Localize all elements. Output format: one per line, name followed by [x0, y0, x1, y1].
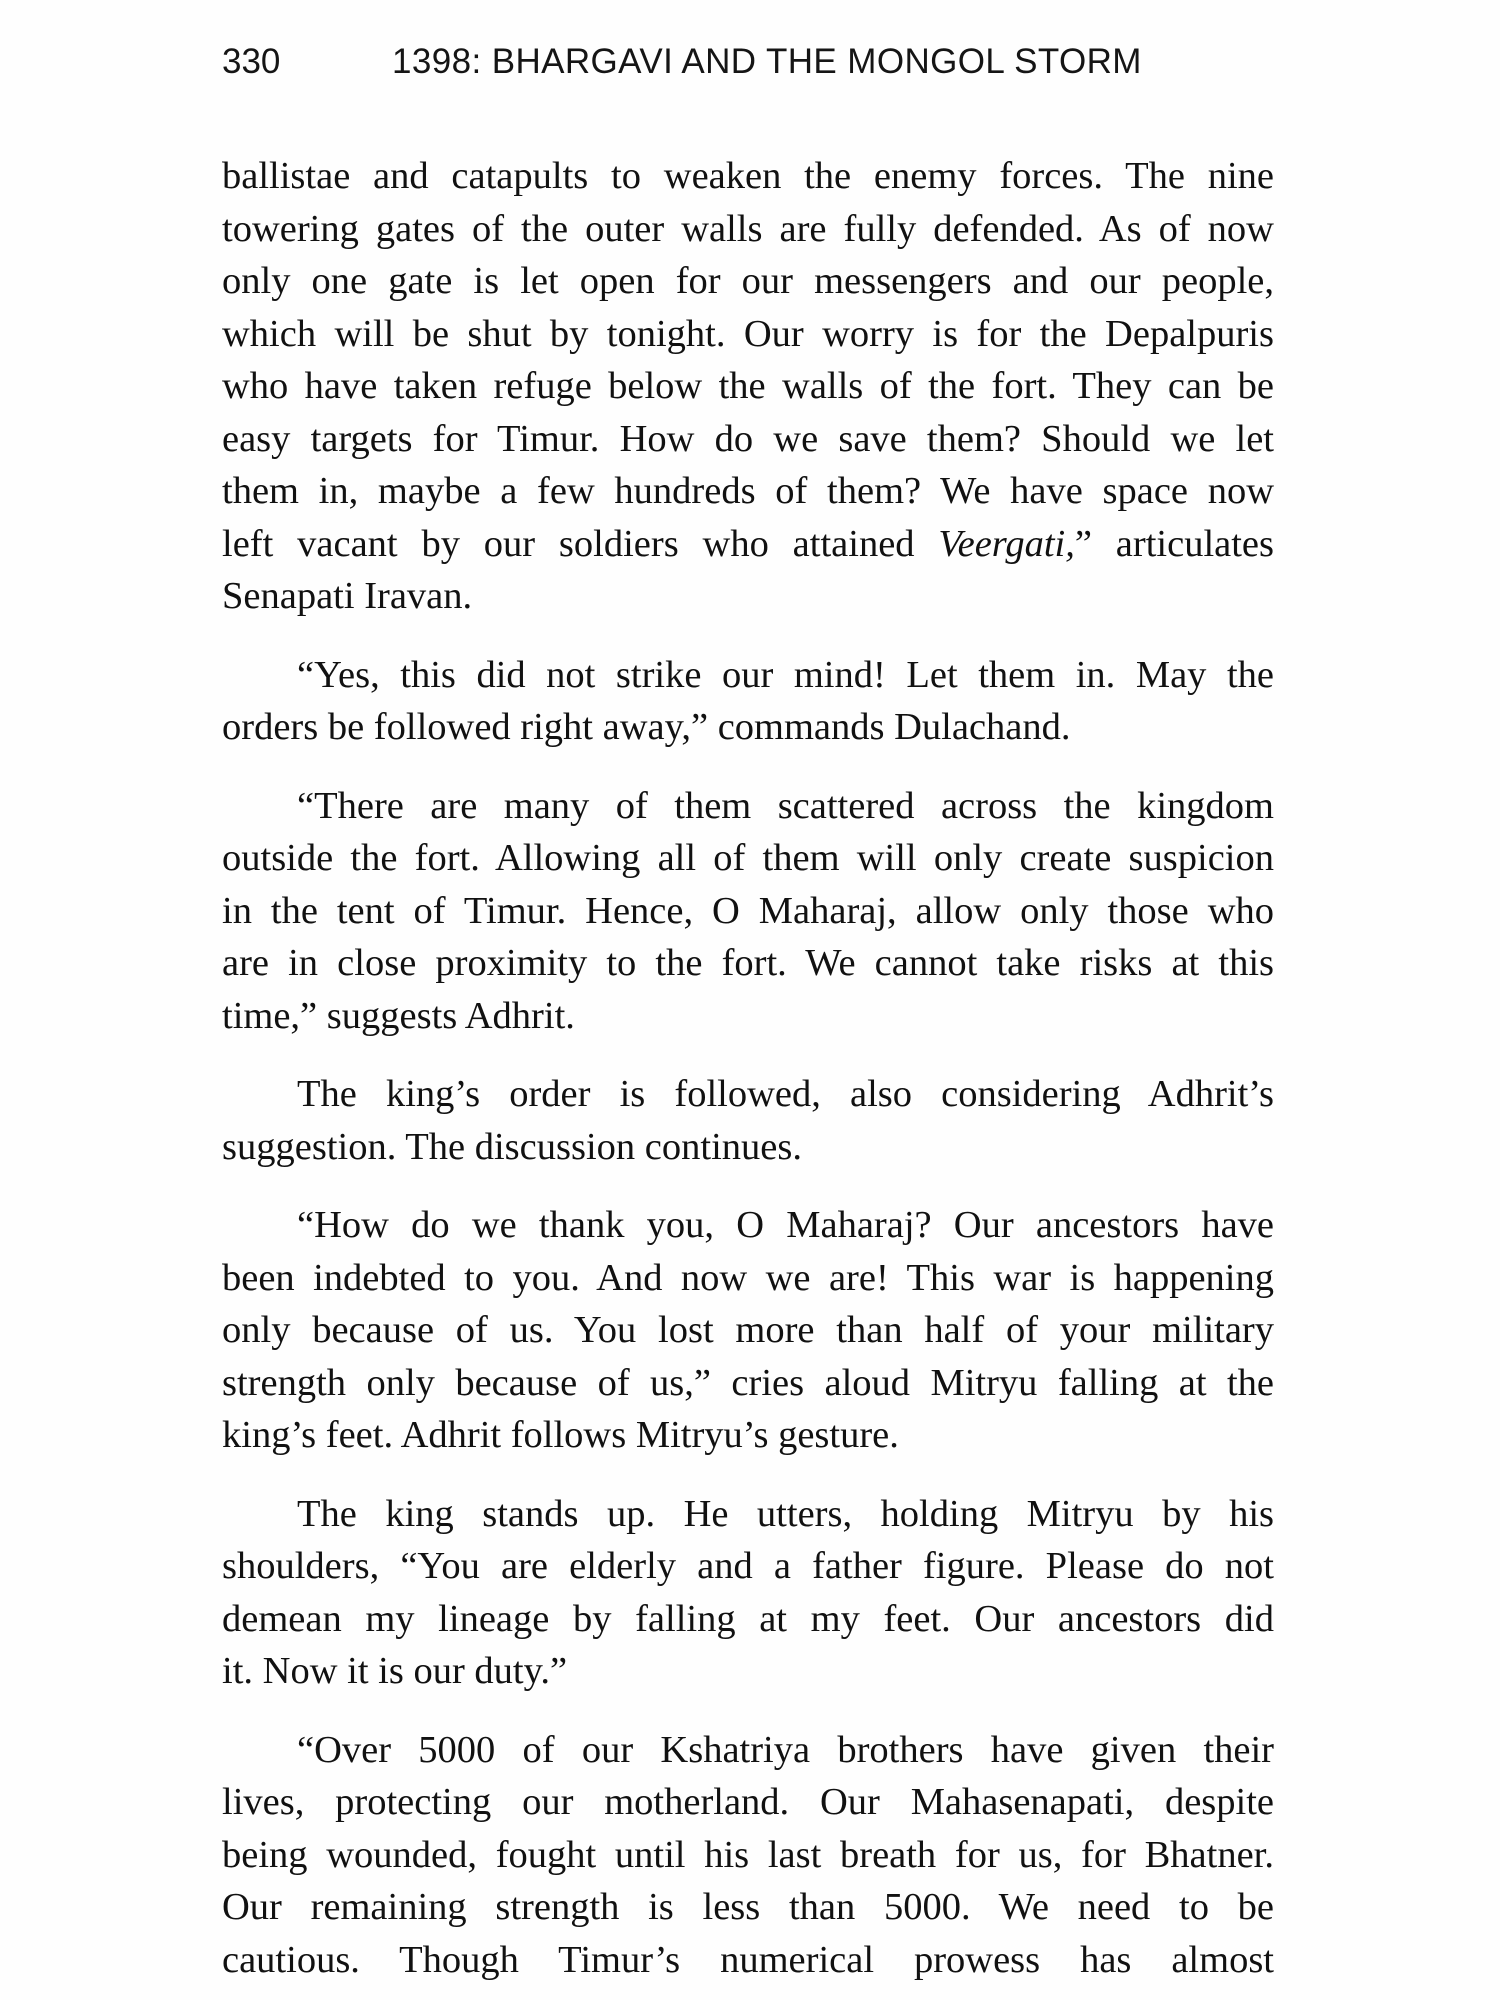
text-line: outside the fort. Allowing all of them will only create suspicion: [222, 837, 1274, 879]
text-line: “There are many of them scattered across the kingdom: [297, 784, 1274, 827]
page-header: [222, 42, 1282, 90]
text-line: only one gate is let open for our messengers and our people,: [222, 260, 1274, 302]
text-line: easy targets for Timur. How do we save them? Should we let: [222, 417, 1274, 460]
text-line: Our remaining strength is less than 5000. We need to be: [222, 1886, 1274, 1928]
body-text: [222, 150, 1274, 1986]
paragraph-2: [222, 649, 1274, 754]
italic-term: Veergati,: [938, 522, 1075, 565]
text-line: cautious. Though Timur’s numerical prowess has almost: [222, 1938, 1274, 1981]
text-line-with-italic: [222, 518, 1274, 571]
text-line: “Yes, this did not strike our mind! Let them in. May the: [297, 653, 1274, 696]
text-line: ballistae and catapults to weaken the enemy forces. The nine: [222, 155, 1274, 197]
text-line: “How do we thank you, O Maharaj? Our ancestors have: [297, 1204, 1274, 1246]
text-line: shoulders, “You are elderly and a father figure. Please do not: [222, 1545, 1274, 1587]
text-line: only because of us. You lost more than half of your military: [222, 1309, 1274, 1351]
text-line: orders be followed right away,” commands Dulachand.: [222, 706, 1071, 748]
text-line: lives, protecting our motherland. Our Mahasenapati, despite: [222, 1781, 1274, 1823]
text-line: strength only because of us,” cries aloud Mitryu falling at the: [222, 1361, 1274, 1404]
text-line: been indebted to you. And now we are! This war is happening: [222, 1256, 1274, 1299]
text-line: in the tent of Timur. Hence, O Maharaj, allow only those who: [222, 889, 1274, 932]
running-title: 1398: BHARGAVI AND THE MONGOL STORM: [392, 42, 1142, 81]
text-line: which will be shut by tonight. Our worry is for the Depalpuris: [222, 312, 1274, 355]
text-line: being wounded, fought until his last breath for us, for Bhatner.: [222, 1833, 1274, 1876]
text-line: it. Now it is our duty.”: [222, 1650, 568, 1692]
paragraph-7: [222, 1724, 1274, 1987]
paragraph-1: [222, 150, 1274, 623]
paragraph-5: [222, 1199, 1274, 1462]
text-line: towering gates of the outer walls are fully defended. As of now: [222, 207, 1274, 250]
text-line: them in, maybe a few hundreds of them? We have space now: [222, 470, 1274, 512]
text-line: “Over 5000 of our Kshatriya brothers have given their: [297, 1728, 1274, 1771]
text-line: who have taken refuge below the walls of the fort. They can be: [222, 365, 1274, 407]
text-line: suggestion. The discussion continues.: [222, 1125, 802, 1168]
text-segment: left vacant by our soldiers who attained: [222, 522, 939, 565]
page-number: 330: [222, 42, 281, 81]
paragraph-4: [222, 1068, 1274, 1173]
paragraph-3: [222, 780, 1274, 1043]
text-line: Senapati Iravan.: [222, 575, 473, 617]
text-line: king’s feet. Adhrit follows Mitryu’s gesture.: [222, 1414, 899, 1456]
text-line: time,” suggests Adhrit.: [222, 994, 575, 1037]
text-line: The king stands up. He utters, holding Mitryu by his: [297, 1492, 1274, 1535]
text-line: The king’s order is followed, also considering Adhrit’s: [297, 1073, 1274, 1115]
paragraph-6: [222, 1488, 1274, 1698]
text-line: are in close proximity to the fort. We cannot take risks at this: [222, 942, 1274, 984]
text-segment: ” articulates: [1074, 522, 1274, 565]
text-line: demean my lineage by falling at my feet. Our ancestors did: [222, 1597, 1274, 1640]
